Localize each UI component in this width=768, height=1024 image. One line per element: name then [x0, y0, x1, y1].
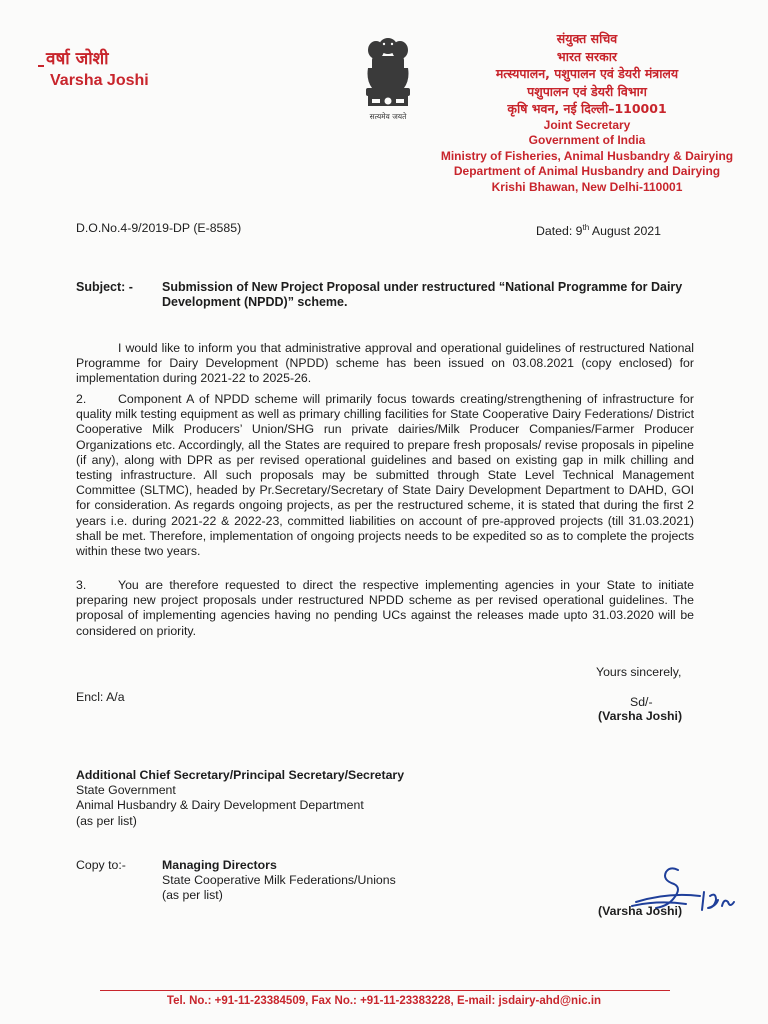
copy-to-block [162, 858, 396, 904]
date-ordinal: th [582, 223, 590, 232]
office-english-line: Ministry of Fisheries, Animal Husbandry & Dairying [440, 148, 734, 163]
office-address-block [432, 30, 742, 195]
enclosure-note: Encl: A/a [76, 690, 125, 704]
paragraph-number: 3. [76, 578, 87, 592]
office-hindi-line: भारत सरकार [556, 48, 618, 64]
footer-contact: Tel. No.: +91-11-23384509, Fax No.: +91-11-23383228, E-mail: jsdairy-ahd@nic.in [166, 995, 602, 1007]
office-hindi-line: मत्स्यपालन, पशुपालन एवं डेयरी मंत्रालय [495, 66, 679, 81]
signer-name: (Varsha Joshi) [598, 709, 683, 723]
addressee-title: Additional Chief Secretary/Principal Secretary/Secretary [76, 768, 405, 782]
paragraph-text: Component A of NPDD scheme will primarily focus towards creating/strengthening of infrastructure for quality milk testing equipment as well as primary chilling facilities for State Cooperative Dairy Federations/ District Cooperative Milk Producers’ Union/SHG run private dairies/Milk Producer Companies/Farmer Producer Organizations etc. Accordingly, all the States are required to prepare fresh proposals/ revise proposals in pipeline (if any), along with DPR as per revised operational guidelines and based on existing gap in milk chilling and testing infrastructure. All such proposals may be submitted through State Level Technical Management Committee (SLTMC), headed by Pr.Secretary/Secretary of State Dairy Development Department to DAHD, GOI for consideration. As regards ongoing projects, as per the restructured scheme, it is stated that during the first 2 years i.e. during 2021-22 & 2022-23, committed liabilities on account of pre-approved projects (till 31.03.2021) shall be met. Therefore, implementation of ongoing projects needs to be expedited so as to complete the projects within these two years. [76, 392, 694, 559]
signed-mark: Sd/- [630, 695, 653, 709]
office-hindi-line: कृषि भवन, नई दिल्ली–110001 [507, 101, 667, 116]
copy-to-line: State Cooperative Milk Federations/Unions [162, 873, 396, 888]
officer-name-english: Varsha Joshi [50, 72, 149, 89]
addressee-block [76, 768, 404, 829]
national-emblem-icon [358, 28, 418, 123]
reference-number: D.O.No.4-9/2019-DP (E-8585) [76, 221, 242, 235]
date-prefix: Dated: 9 [536, 224, 583, 239]
closing-salutation: Yours sincerely, [596, 665, 682, 679]
addressee-line: (as per list) [76, 813, 137, 828]
copy-to-label: Copy to:- [76, 858, 126, 872]
footer-divider [100, 990, 670, 991]
office-english-line: Joint Secretary [543, 117, 631, 132]
addressee-line: State Government [76, 783, 176, 798]
emblem-motto: सत्यमेव जयते [369, 112, 407, 121]
paragraph-1: I would like to inform you that administrative approval and operational guidelines of restructured National Programme for Dairy Development (NPDD) scheme has been issued on 03.08.2021 (copy enclosed) for implementation during 2021-22 to 2025-26. [76, 341, 694, 386]
paragraph-number: 2. [76, 392, 87, 406]
date-suffix: August 2021 [589, 224, 661, 239]
paragraph-2 [76, 392, 694, 559]
letter-date [536, 220, 661, 239]
paragraph-3 [76, 578, 694, 639]
office-english-line: Krishi Bhawan, New Delhi-110001 [491, 179, 683, 194]
addressee-line: Animal Husbandry & Dairy Development Department [76, 798, 364, 813]
subject-label: Subject: - [76, 280, 133, 294]
office-hindi-line: पशुपालन एवं डेयरी विभाग [527, 83, 647, 99]
officer-name-hindi: वर्षा जोशी [46, 46, 109, 69]
subject-text: Submission of New Project Proposal under restructured “National Programme for Dairy Development (NPDD)” scheme. [162, 280, 683, 309]
copy-to-line: (as per list) [162, 888, 223, 903]
office-english-line: Government of India [528, 133, 646, 147]
office-english-line: Department of Animal Husbandry and Dairying [453, 164, 721, 178]
paragraph-text: You are therefore requested to direct the respective implementing agencies in your State to initiate preparing new project proposals under restructured NPDD scheme as per revised operational guidelines. The proposal of implementing agencies having no pending UCs against the releases made upto 31.03.2020 will be considered on priority. [76, 578, 694, 638]
office-hindi-line: संयुक्त सचिव [556, 31, 618, 46]
copy-to-title: Managing Directors [162, 858, 277, 872]
copy-signer-name: (Varsha Joshi) [598, 904, 683, 918]
